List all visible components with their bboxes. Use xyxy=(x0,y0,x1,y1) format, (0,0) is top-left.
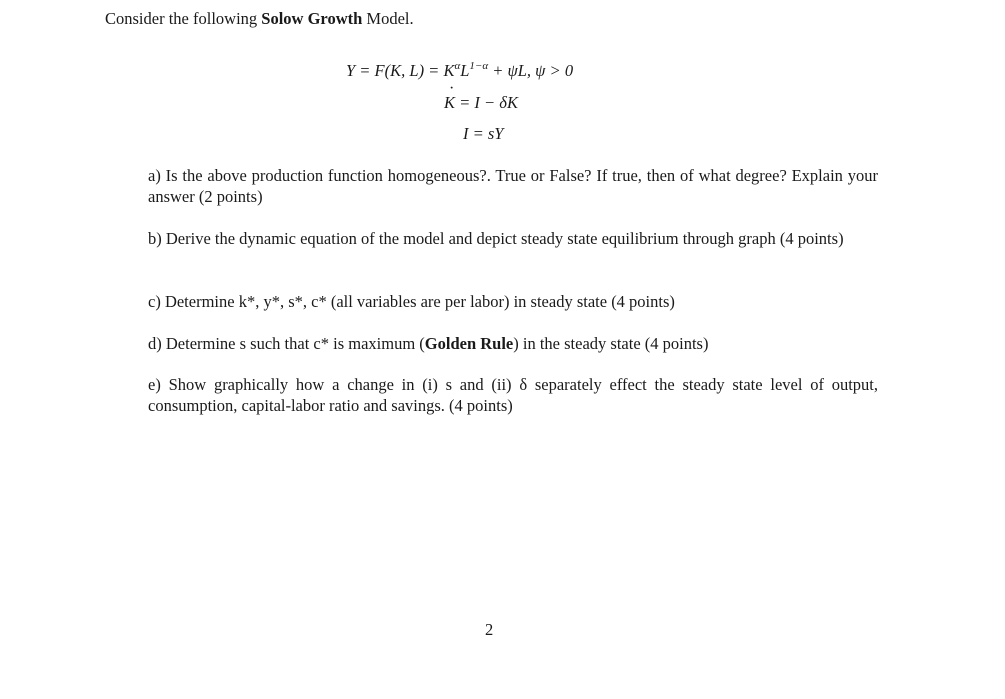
capital-accumulation-equation xyxy=(444,93,518,113)
question-d-prefix: d) Determine s such that c* is maximum ( xyxy=(148,334,425,353)
eq1-lhs: Y = F(K, L) = K xyxy=(346,61,455,80)
question-d xyxy=(148,333,878,354)
intro-bold-term: Solow Growth xyxy=(261,9,363,28)
intro-suffix: Model. xyxy=(362,9,414,28)
eq2-k-dot: K · xyxy=(444,93,455,113)
investment-equation: I = sY xyxy=(463,124,504,143)
production-function-equation xyxy=(346,61,573,81)
eq2-rhs: = I − δK xyxy=(455,93,518,112)
page-number: 2 xyxy=(485,620,494,639)
question-d-bold-term: Golden Rule xyxy=(424,334,514,353)
eq1-mid: L xyxy=(460,61,470,80)
eq1-exponent-alpha: α xyxy=(454,60,461,72)
intro-sentence xyxy=(105,9,414,29)
eq1-rhs: + ψL, ψ > 0 xyxy=(488,61,574,80)
eq1-exponent-one-minus-alpha: 1−α xyxy=(469,60,489,72)
question-b: b) Derive the dynamic equation of the model and depict steady state equilibrium through graph (4 points) xyxy=(148,229,844,248)
question-d-suffix: ) in the steady state (4 points) xyxy=(513,334,709,353)
intro-prefix: Consider the following xyxy=(105,9,262,28)
question-c: c) Determine k*, y*, s*, c* (all variables are per labor) in steady state (4 points) xyxy=(148,292,675,311)
question-e: e) Show graphically how a change in (i) s and (ii) δ separately effect the steady state level of output, consumption, capital-labor ratio and savings. (4 points) xyxy=(148,375,878,415)
question-a: a) Is the above production function homogeneous?. True or False? If true, then of what degree? Explain your answer (2 points) xyxy=(148,166,878,206)
